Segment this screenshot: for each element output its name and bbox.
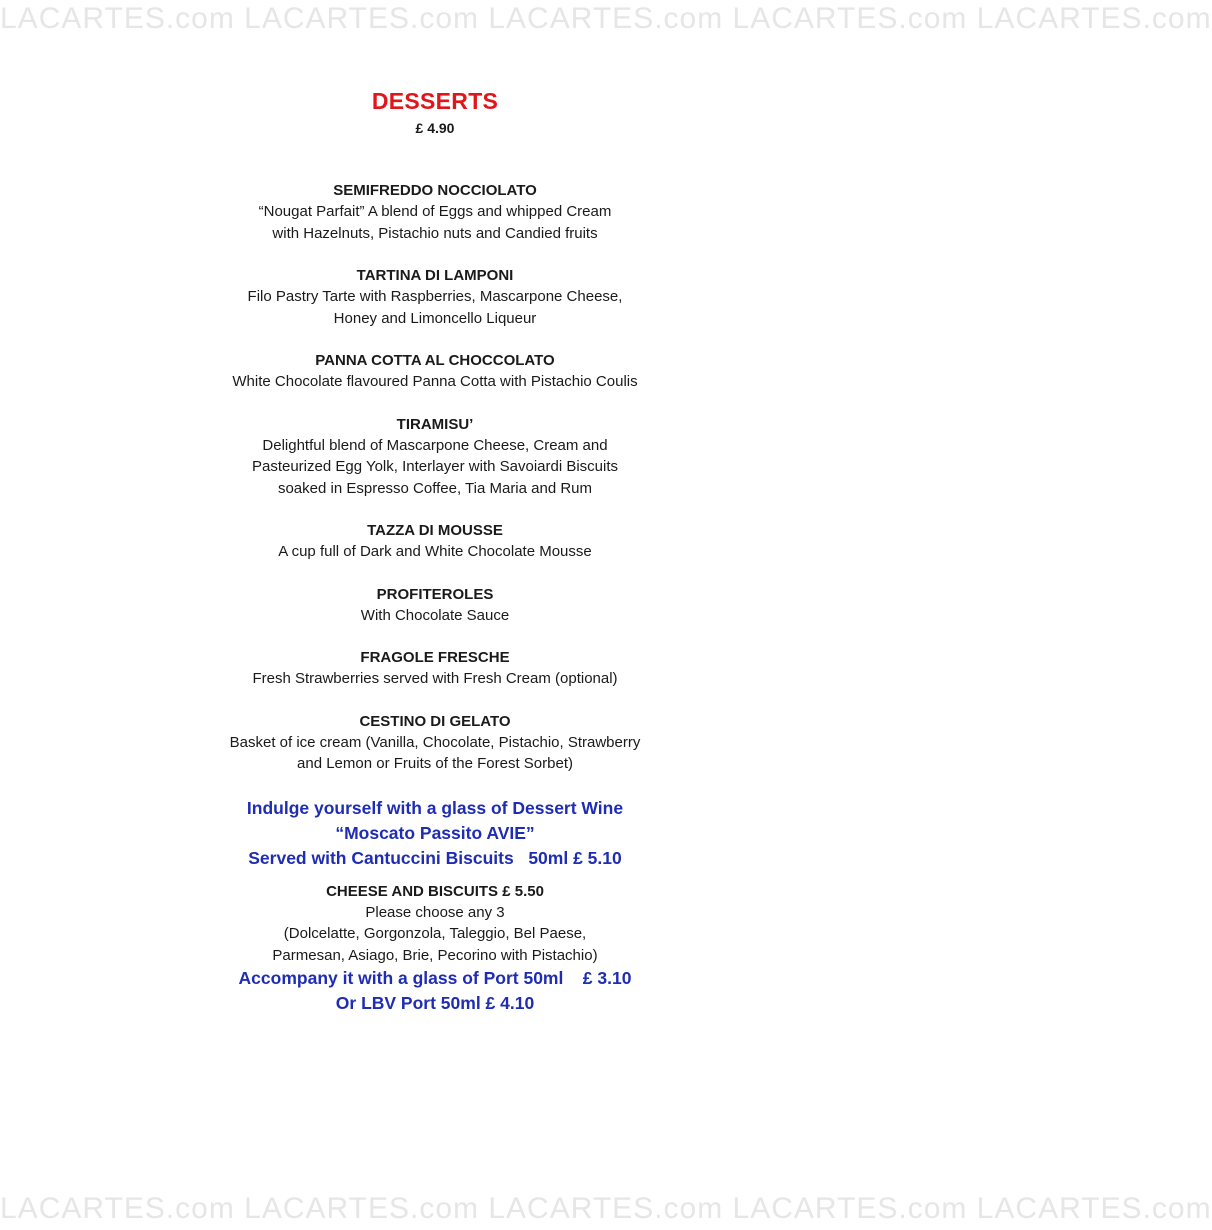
menu-item	[0, 265, 870, 329]
item-name: SEMIFREDDO NOCCIOLATO	[333, 182, 537, 199]
watermark-bottom: LACARTES.com LACARTES.com LACARTES.com LACARTES.com LACARTES.com	[0, 1192, 1212, 1225]
wine-line: “Moscato Passito AVIE”	[335, 822, 535, 843]
item-desc-line: A cup full of Dark and White Chocolate Mousse	[278, 543, 592, 560]
item-name: PROFITEROLES	[376, 585, 494, 603]
item-desc-line: Pasteurized Egg Yolk, Interlayer with Savoiardi Biscuits	[251, 458, 619, 475]
page-title: DESSERTS	[371, 88, 499, 114]
menu-item	[0, 350, 870, 393]
menu-item	[0, 711, 870, 775]
item-desc-line: With Chocolate Sauce	[360, 606, 510, 624]
item-desc-line: Honey and Limoncello Liqueur	[333, 309, 537, 327]
port-line: Or LBV Port 50ml £ 4.10	[335, 993, 535, 1013]
port-offer	[0, 966, 870, 1016]
cheese-title: CHEESE AND BISCUITS £ 5.50	[326, 882, 544, 900]
item-desc-line: Filo Pastry Tarte with Raspberries, Mascarpone Cheese,	[247, 288, 623, 305]
item-desc-line: “Nougat Parfait” A blend of Eggs and whipped Cream	[258, 203, 612, 220]
menu-item	[0, 584, 870, 627]
item-desc-line: Delightful blend of Mascarpone Cheese, Cream and	[262, 436, 608, 454]
dessert-list	[0, 180, 870, 1016]
item-desc-line: and Lemon or Fruits of the Forest Sorbet)	[297, 755, 573, 772]
menu-item	[0, 520, 870, 563]
desserts-price: £ 4.90	[415, 120, 455, 136]
menu-item	[0, 414, 870, 500]
wine-line: Indulge yourself with a glass of Dessert Wine	[246, 797, 624, 818]
menu-item	[0, 180, 870, 244]
menu-item	[0, 647, 870, 690]
item-desc-line: soaked in Espresso Coffee, Tia Maria and Rum	[277, 479, 593, 497]
cheese-section	[0, 881, 870, 967]
cheese-desc-line: Please choose any 3	[365, 903, 505, 921]
wine-line: Served with Cantuccini Biscuits 50ml £ 5.10	[248, 847, 622, 868]
item-name: PANNA COTTA AL CHOCCOLATO	[315, 352, 555, 369]
watermark-top: LACARTES.com LACARTES.com LACARTES.com LACARTES.com LACARTES.com	[0, 2, 1212, 35]
item-name: TIRAMISU’	[396, 415, 474, 433]
dessert-wine-offer	[0, 796, 870, 871]
item-name: TARTINA DI LAMPONI	[356, 267, 514, 284]
item-name: TAZZA DI MOUSSE	[367, 522, 503, 539]
cheese-desc-line: (Dolcelatte, Gorgonzola, Taleggio, Bel Paese,	[283, 925, 587, 942]
item-name: CESTINO DI GELATO	[359, 712, 511, 730]
item-desc-line: White Chocolate flavoured Panna Cotta with Pistachio Coulis	[232, 373, 638, 390]
port-line: Accompany it with a glass of Port 50ml £ 3.10	[238, 968, 632, 988]
item-name: FRAGOLE FRESCHE	[360, 649, 510, 666]
item-desc-line: Basket of ice cream (Vanilla, Chocolate, Pistachio, Strawberry	[229, 733, 641, 751]
cheese-desc-line: Parmesan, Asiago, Brie, Pecorino with Pistachio)	[272, 946, 598, 964]
item-desc-line: with Hazelnuts, Pistachio nuts and Candied fruits	[272, 224, 598, 242]
item-desc-line: Fresh Strawberries served with Fresh Cream (optional)	[252, 670, 618, 687]
